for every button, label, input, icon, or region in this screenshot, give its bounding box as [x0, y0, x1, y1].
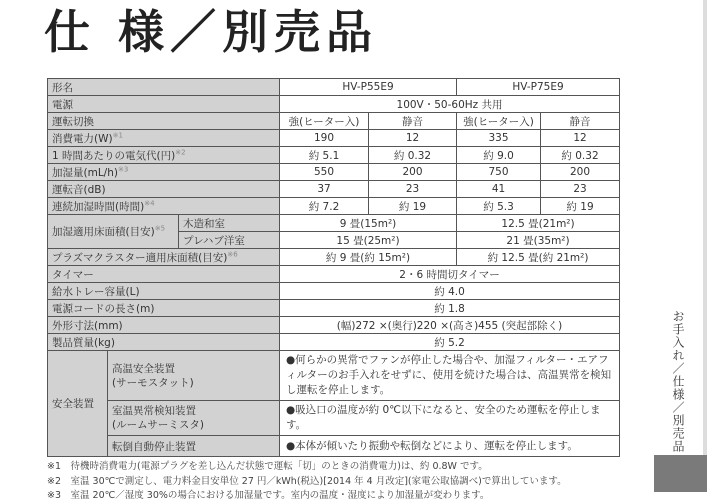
footnote: ※2 室温 30℃で測定し、電力料金目安単位 27 円／kWh(税込)[2014 年 4 月改定](家電公取協調べ)で算出しています。 [47, 475, 567, 487]
table-row: 安全装置 高温安全装置 (サーモスタット) ●何らかの異常でファンが停止した場合や、加湿フィルター・エアフィルターのお手入れをせずに、使用を続けた場合は、高温異常を検知し運転を停止します。 [48, 351, 620, 401]
table-row: 製品質量(kg) 約 5.2 [48, 334, 620, 351]
table-row: 連続加湿時間(時間)$^{※4}$ 約 7.2 約 19 約 5.3 約 19 [48, 198, 620, 215]
table-row: 加湿適用床面積(目安)$^{※5}$ 木造和室 9 畳(15m²) 12.5 畳(21m²) [48, 215, 620, 232]
table-row: 室温異常検知装置 (ルームサーミスタ) ●吸込口の温度が約 0℃以下になると、安全のため運転を停止します。 [48, 401, 620, 436]
table-row: 形名 HV-P55E9 HV-P75E9 [48, 79, 620, 96]
table-row: プレハブ洋室 15 畳(25m²) 21 畳(35m²) [48, 232, 620, 249]
table-row: 1 時間あたりの電気代(円)$^{※2}$ 約 5.1 約 0.32 約 9.0 約 0.32 [48, 147, 620, 164]
section-tab-label: お手入れ／仕様／別売品 [671, 310, 685, 453]
footnote: ※1 待機時消費電力(電源プラグを差し込んだ状態で運転「切」のときの消費電力)は、約 0.8W です。 [47, 461, 488, 472]
table-row: 運転音(dB) 37 23 41 23 [48, 181, 620, 198]
footnotes [47, 460, 567, 504]
footnote: ※3 室温 20℃／湿度 30%の場合における加湿量です。室内の温度・湿度により加湿量が変わります。 [47, 490, 490, 501]
table-row: 給水トレー容量(L) 約 4.0 [48, 283, 620, 300]
page-edge [703, 0, 707, 492]
table-row: タイマー 2・6 時間切タイマー [48, 266, 620, 283]
table-row: 運転切換 強(ヒーター入) 静音 強(ヒーター入) 静音 [48, 113, 620, 130]
table-row: 転倒自動停止装置 ●本体が傾いたり振動や転倒などにより、運転を停止します。 [48, 436, 620, 457]
table-row: 加湿量$(mL/h)^{※3}$ 550 200 750 200 [48, 164, 620, 181]
table-row: 電源コードの長さ(m) 約 1.8 [48, 300, 620, 317]
spec-table [47, 78, 620, 457]
section-tab-marker [654, 455, 707, 492]
table-row: 消費電力$(W)^{※1}$ 190 12 335 12 [48, 130, 620, 147]
table-row: プラズマクラスター適用床面積(目安)$^{※6}$ 約 9 畳(約 15m²) 約 12.5 畳(約 21m²) [48, 249, 620, 266]
page-title: 仕 様／別売品 [44, 5, 379, 59]
table-row: 電源 100V・50-60Hz 共用 [48, 96, 620, 113]
table-row: 外形寸法(mm) (幅)272 ×(奥行)220 ×(高さ)455 (突起部除く) [48, 317, 620, 334]
